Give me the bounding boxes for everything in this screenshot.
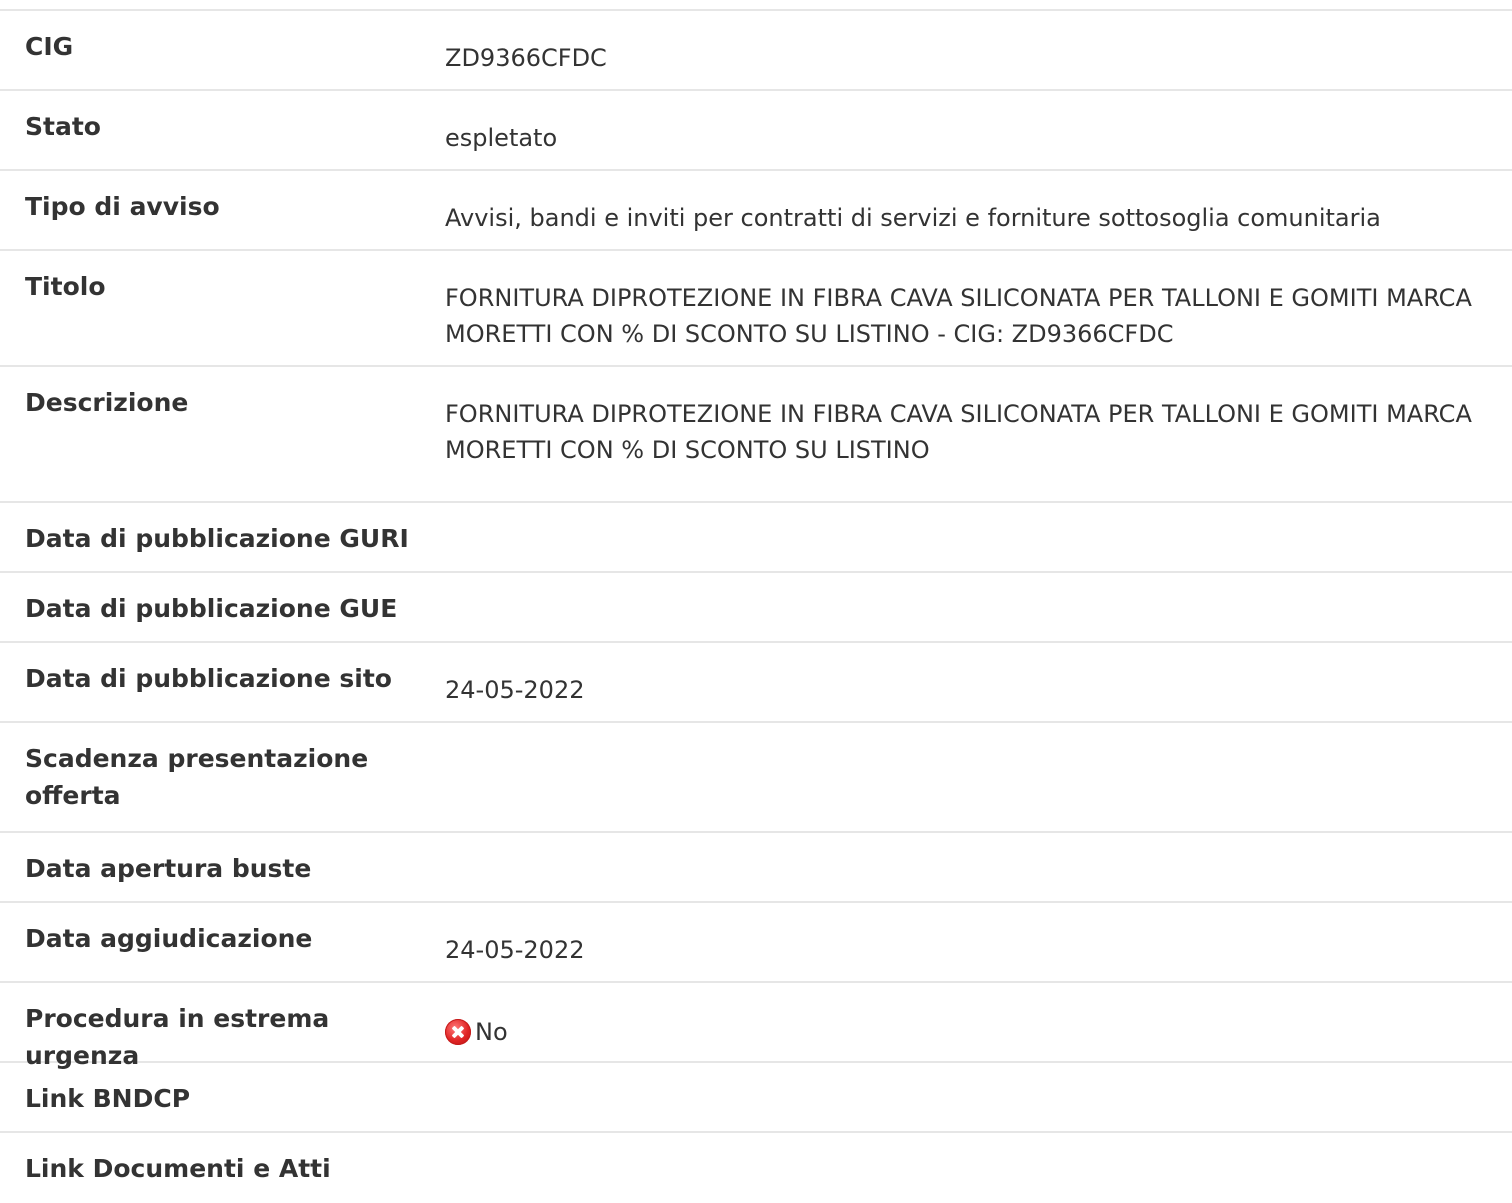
row-label: Tipo di avviso — [25, 192, 220, 221]
row-label: CIG — [25, 32, 74, 61]
row-titolo — [0, 251, 1512, 367]
row-link-documenti — [0, 1133, 1512, 1203]
row-data-pubblicazione-sito — [0, 643, 1512, 723]
row-value: 24-05-2022 — [445, 676, 585, 704]
row-scadenza-offerta — [0, 723, 1512, 833]
row-value — [445, 503, 1512, 571]
row-data-pubblicazione-guri — [0, 503, 1512, 573]
row-value-container — [445, 983, 1512, 1061]
row-value: FORNITURA DIPROTEZIONE IN FIBRA CAVA SILICONATA PER TALLONI E GOMITI MARCA MORETTI CON % DI SCONTO SU LISTINO - CIG: ZD9366CFDC — [445, 284, 1472, 348]
row-value: 24-05-2022 — [445, 936, 585, 964]
row-label: Scadenza presentazione offerta — [25, 744, 369, 810]
row-value[interactable] — [445, 1133, 1512, 1203]
row-label: Titolo — [25, 272, 106, 301]
row-descrizione — [0, 367, 1512, 503]
row-value: Avvisi, bandi e inviti per contratti di servizi e forniture sottosoglia comunitaria — [445, 204, 1381, 232]
row-value — [445, 573, 1512, 641]
row-value: No — [475, 1018, 508, 1046]
details-table — [0, 9, 1512, 1203]
row-label: Data apertura buste — [25, 854, 312, 883]
urgenza-status — [445, 1014, 508, 1050]
row-data-apertura-buste — [0, 833, 1512, 903]
row-label: Data di pubblicazione GUE — [25, 594, 398, 623]
row-value — [445, 723, 1512, 831]
row-label: Data di pubblicazione sito — [25, 664, 392, 693]
row-value: FORNITURA DIPROTEZIONE IN FIBRA CAVA SILICONATA PER TALLONI E GOMITI MARCA MORETTI CON % DI SCONTO SU LISTINO — [445, 400, 1472, 464]
row-procedura-urgenza — [0, 983, 1512, 1070]
row-cig — [0, 11, 1512, 91]
row-tipo-avviso — [0, 171, 1512, 251]
row-label: Data aggiudicazione — [25, 924, 313, 953]
row-value — [445, 833, 1512, 901]
row-label: Procedura in estrema urgenza — [25, 1004, 330, 1070]
row-label: Stato — [25, 112, 101, 141]
row-label: Descrizione — [25, 388, 189, 417]
row-value: ZD9366CFDC — [445, 44, 607, 72]
row-link-bndcp — [0, 1063, 1512, 1133]
row-stato — [0, 91, 1512, 171]
error-icon — [445, 1019, 471, 1045]
row-label: Data di pubblicazione GURI — [25, 524, 409, 553]
row-data-pubblicazione-gue — [0, 573, 1512, 643]
row-label: Link Documenti e Atti — [25, 1154, 331, 1183]
row-data-aggiudicazione — [0, 903, 1512, 983]
row-label: Link BNDCP — [25, 1084, 191, 1113]
row-value[interactable] — [445, 1063, 1512, 1131]
row-value: espletato — [445, 124, 558, 152]
